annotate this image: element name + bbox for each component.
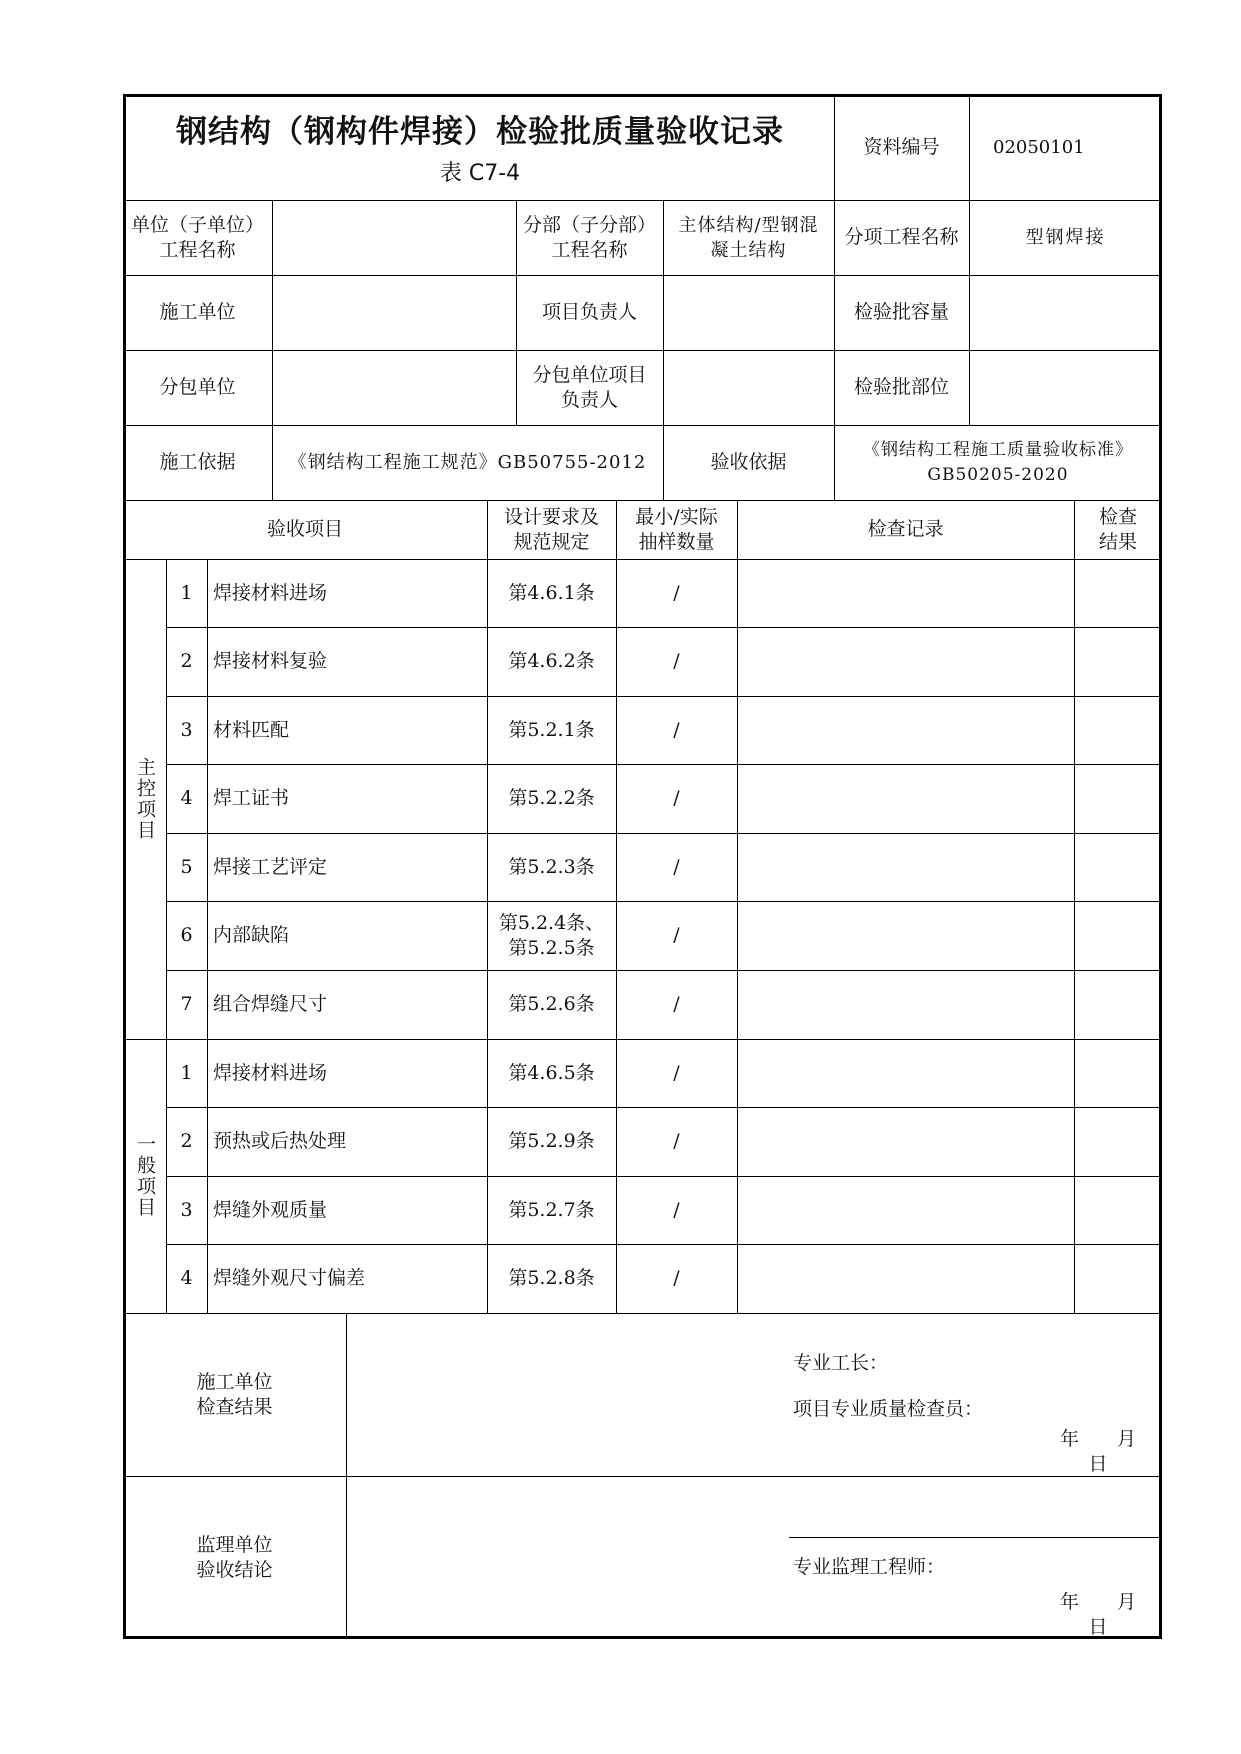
row-result[interactable] <box>1074 1244 1162 1313</box>
row-record[interactable] <box>737 627 1074 696</box>
form-number: 表 C7-4 <box>439 160 521 186</box>
row-record[interactable] <box>737 764 1074 833</box>
row-sample: / <box>673 1198 680 1221</box>
subcontractor-value[interactable] <box>272 350 516 425</box>
row-number: 3 <box>180 1198 193 1221</box>
row-number: 7 <box>180 993 193 1015</box>
location-value[interactable] <box>969 350 1162 425</box>
row-record[interactable] <box>737 1176 1074 1244</box>
row-clause: 第4.6.2条 <box>508 650 595 672</box>
constructor-value[interactable] <box>272 275 516 350</box>
row-item-name: 焊接材料进场 <box>213 581 328 604</box>
row-clause: 第5.2.9条 <box>508 1130 595 1152</box>
division-value: 主体结构/型钢混 凝土结构 <box>678 214 819 261</box>
row-record[interactable] <box>737 901 1074 970</box>
subitem-label: 分项工程名称 <box>844 226 959 248</box>
col-design-header: 设计要求及 规范规定 <box>503 505 599 553</box>
row-sample: / <box>673 787 680 809</box>
unit-name-label: 单位（子单位） 工程名称 <box>130 213 264 261</box>
row-clause: 第5.2.8条 <box>508 1267 595 1289</box>
row-record[interactable] <box>737 833 1074 901</box>
row-number: 6 <box>180 924 193 946</box>
col-item-header: 验收项目 <box>266 518 343 540</box>
row-result[interactable] <box>1074 559 1162 627</box>
capacity-label: 检验批容量 <box>853 301 949 323</box>
row-clause: 第5.2.2条 <box>508 787 595 809</box>
row-number: 2 <box>180 1130 193 1152</box>
row-record[interactable] <box>737 970 1074 1039</box>
foreman-signature[interactable]: 专业工长： <box>793 1351 889 1374</box>
row-number: 5 <box>180 855 193 878</box>
sub-pm-label: 分包单位项目 负责人 <box>532 363 647 411</box>
pm-label: 项目负责人 <box>541 301 637 323</box>
row-number: 4 <box>180 787 193 809</box>
divider <box>346 1313 347 1639</box>
row-item-name: 预热或后热处理 <box>213 1130 347 1152</box>
row-record[interactable] <box>737 1244 1074 1313</box>
supervisor-date[interactable]: 年 月 日 <box>1059 1591 1175 1638</box>
general-group-label: 一般项目 <box>134 1134 156 1218</box>
row-number: 4 <box>180 1267 193 1289</box>
row-sample: / <box>673 1061 680 1084</box>
row-clause: 第4.6.1条 <box>508 581 595 604</box>
basis-label: 施工依据 <box>159 451 236 473</box>
row-clause: 第5.2.3条 <box>508 855 595 878</box>
row-number: 1 <box>180 581 193 604</box>
row-result[interactable] <box>1074 627 1162 696</box>
row-clause: 第5.2.4条、 第5.2.5条 <box>498 911 605 959</box>
row-number: 2 <box>180 650 193 672</box>
subcontractor-label: 分包单位 <box>159 376 236 398</box>
row-number: 1 <box>180 1061 193 1084</box>
row-number: 3 <box>180 718 193 741</box>
row-sample: / <box>673 650 680 672</box>
main-group-label: 主控项目 <box>134 757 156 841</box>
row-clause: 第5.2.1条 <box>508 718 595 741</box>
row-sample: / <box>673 855 680 878</box>
unit-name-value[interactable] <box>272 200 516 275</box>
row-result[interactable] <box>1074 1107 1162 1176</box>
constructor-result-label: 施工单位 检查结果 <box>196 1370 273 1418</box>
row-item-name: 焊缝外观质量 <box>213 1198 328 1221</box>
row-item-name: 焊工证书 <box>213 787 290 809</box>
row-result[interactable] <box>1074 833 1162 901</box>
row-record[interactable] <box>737 696 1074 764</box>
location-label: 检验批部位 <box>853 376 949 398</box>
subitem-value: 型钢焊接 <box>1025 227 1106 248</box>
row-sample: / <box>673 1267 680 1289</box>
division-label: 分部（子分部） 工程名称 <box>522 213 656 261</box>
row-clause: 第5.2.7条 <box>508 1198 595 1221</box>
col-result-header: 检查 结果 <box>1098 505 1137 553</box>
row-item-name: 焊接材料进场 <box>213 1061 328 1084</box>
row-item-name: 焊接工艺评定 <box>213 855 328 878</box>
row-record[interactable] <box>737 559 1074 627</box>
row-result[interactable] <box>1074 1176 1162 1244</box>
sub-pm-value[interactable] <box>663 350 834 425</box>
row-result[interactable] <box>1074 1039 1162 1107</box>
row-sample: / <box>673 993 680 1015</box>
accept-basis-value: 《钢结构工程施工质量验收标准》 GB50205-2020 <box>863 439 1133 485</box>
row-item-name: 组合焊缝尺寸 <box>213 993 328 1015</box>
col-sample-header: 最小/实际 抽样数量 <box>635 505 718 553</box>
row-result[interactable] <box>1074 901 1162 970</box>
row-result[interactable] <box>1074 970 1162 1039</box>
doc-no-value: 02050101 <box>993 136 1085 158</box>
row-item-name: 材料匹配 <box>213 718 290 741</box>
capacity-value[interactable] <box>969 275 1162 350</box>
col-record-header: 检查记录 <box>867 518 944 540</box>
row-sample: / <box>673 581 680 604</box>
accept-basis-label: 验收依据 <box>710 451 787 473</box>
row-sample: / <box>673 718 680 741</box>
row-sample: / <box>673 924 680 946</box>
supervisor-conclusion-label: 监理单位 验收结论 <box>196 1533 273 1581</box>
row-record[interactable] <box>737 1107 1074 1176</box>
basis-value: 《钢结构工程施工规范》GB50755-2012 <box>288 452 647 473</box>
row-clause: 第4.6.5条 <box>508 1061 595 1084</box>
row-item-name: 焊接材料复验 <box>213 650 328 672</box>
doc-no-label: 资料编号 <box>863 135 940 158</box>
form-title: 钢结构（钢构件焊接）检验批质量验收记录 <box>176 113 784 150</box>
row-result[interactable] <box>1074 764 1162 833</box>
row-record[interactable] <box>737 1039 1074 1107</box>
constructor-date[interactable]: 年 月 日 <box>1059 1428 1175 1475</box>
signature-line <box>789 1537 1162 1538</box>
divider <box>969 94 970 200</box>
row-clause: 第5.2.6条 <box>508 993 595 1015</box>
row-item-name: 焊缝外观尺寸偏差 <box>213 1267 366 1289</box>
engineer-signature[interactable]: 专业监理工程师： <box>793 1555 946 1578</box>
inspector-signature[interactable]: 项目专业质量检查员： <box>793 1397 984 1420</box>
row-item-name: 内部缺陷 <box>213 924 290 946</box>
row-sample: / <box>673 1130 680 1152</box>
constructor-label: 施工单位 <box>159 301 236 323</box>
row-result[interactable] <box>1074 696 1162 764</box>
pm-value[interactable] <box>663 275 834 350</box>
